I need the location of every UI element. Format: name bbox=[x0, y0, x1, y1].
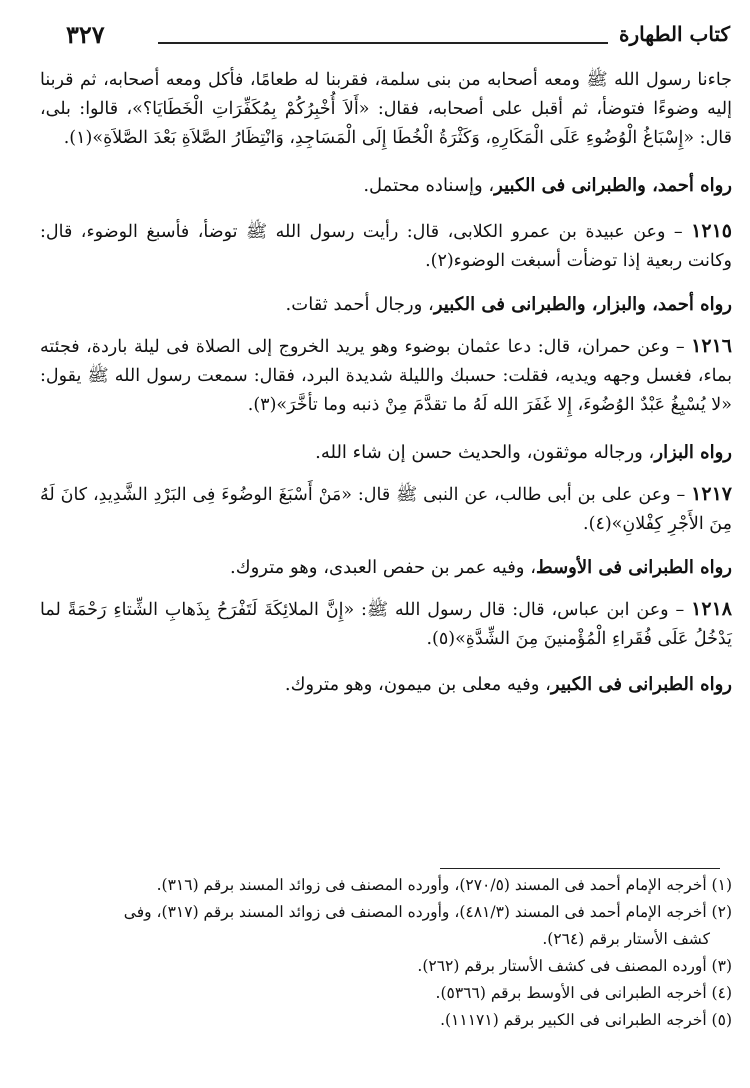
attribution bbox=[40, 670, 732, 700]
hadith-text: – وعن ابن عباس، قال: قال رسول الله ﷺ: «إِنَّ الملائِكَةَ لَتَفْرَحُ بِذَهابِ الشِّتاءِ رَحْمَةً لما يَدْخُلُ عَلَى فُقَراءِ الْمُؤْمنينَ مِنَ الشِّدَّةِ»(٥). bbox=[40, 600, 732, 649]
book-title: كتاب الطهارة bbox=[619, 22, 730, 46]
attribution-source: رواه أحمد، والطبرانى فى الكبير bbox=[494, 175, 732, 196]
attribution-source: رواه الطبرانى فى الكبير bbox=[550, 674, 732, 695]
attribution bbox=[40, 290, 732, 320]
main-text bbox=[40, 62, 732, 700]
page-number: ٣٢٧ bbox=[66, 20, 105, 49]
attribution-source: رواه الطبرانى فى الأوسط bbox=[536, 557, 732, 578]
hadith-text: – وعن حمران، قال: دعا عثمان بوضوء وهو يريد الخروج إلى الصلاة فى ليلة باردة، فجئته بماء، فغسل وجهه ويديه، فقلت: حسبك والليلة شديدة البرد، فقال: سمعت رسول الله ﷺ يقول: «لا يُسْبِغُ عَبْدٌ الوُضُوءَ، إِلا غَفَرَ الله لَهُ ما تقدَّمَ مِنْ ذنبه وما تأخَّرَ»(٣). bbox=[40, 337, 732, 415]
hadith-paragraph bbox=[40, 66, 732, 153]
attribution-source: رواه البزار bbox=[654, 442, 732, 463]
attribution bbox=[40, 171, 732, 201]
footnote: (١) أخرجه الإمام أحمد فى المسند (٢٧٠/٥)، وأورده المصنف فى زوائد المسند برقم (٣١٦). bbox=[156, 876, 732, 894]
hadith-paragraph bbox=[40, 217, 732, 276]
hadith-text: جاءنا رسول الله ﷺ ومعه أصحابه من بنى سلمة، فقربنا له طعامًا، فأكل ومعه أصحابه، ثم قربنا إليه وضوءًا فتوضأ، ثم أقبل على أصحابه، فقال: «أَلاَ أُخْبِرُكُمْ بِمُكَفِّرَاتِ الْخَطَايَا؟»، قالوا: بلى، قال: «إِسْبَاغُ الْوُضُوءِ عَلَى الْمَكَارِهِ، وَكَثْرَةُ الْخُطَا إِلَى الْمَسَاجِدِ، وَانْتِظَارُ الصَّلاَةِ بَعْدَ الصَّلاَةِ»(١). bbox=[40, 70, 732, 148]
attribution-comment: ، وإسناده محتمل. bbox=[363, 175, 495, 196]
hadith-number: ١٢١٨ bbox=[691, 598, 732, 620]
hadith-paragraph bbox=[40, 332, 732, 420]
footnote: (٤) أخرجه الطبرانى فى الأوسط برقم (٥٣٦٦). bbox=[435, 984, 732, 1002]
attribution-source: رواه أحمد، والبزار، والطبرانى فى الكبير bbox=[433, 294, 732, 315]
hadith-paragraph bbox=[40, 595, 732, 654]
hadith-number: ١٢١٧ bbox=[691, 483, 732, 505]
running-header bbox=[66, 22, 730, 56]
footnotes-divider bbox=[440, 868, 720, 869]
hadith-number: ١٢١٥ bbox=[691, 220, 732, 242]
footnote: (٢) أخرجه الإمام أحمد فى المسند (٤٨١/٣)، وأورده المصنف فى زوائد المسند برقم (٣١٧)، وفى bbox=[123, 903, 732, 921]
attribution-comment: ، وفيه معلى بن ميمون، وهو متروك. bbox=[284, 674, 551, 695]
hadith-text: – وعن على بن أبى طالب، عن النبى ﷺ قال: «مَنْ أَسْبَغَ الوضُوءَ فِى البَرْدِ الشَّدِيدِ، كانَ لَهُ مِنَ الأَجْرِ كِفْلانِ»(٤). bbox=[40, 485, 732, 534]
attribution bbox=[40, 553, 732, 583]
footnote: (٥) أخرجه الطبرانى فى الكبير برقم (١١١٧١). bbox=[440, 1011, 732, 1029]
hadith-paragraph bbox=[40, 480, 732, 539]
attribution-comment: ، وفيه عمر بن حفص العبدى، وهو متروك. bbox=[230, 557, 537, 578]
hadith-text: – وعن عبيدة بن عمرو الكلابى، قال: رأيت رسول الله ﷺ توضأ، فأسبغ الوضوء، قال: وكانت ربعية إذا توضأت أسبغت الوضوء(٢). bbox=[40, 222, 732, 271]
footnote-continuation: كشف الأستار برقم (٢٦٤). bbox=[542, 930, 710, 948]
attribution-comment: ، ورجال أحمد ثقات. bbox=[285, 294, 434, 315]
footnote: (٣) أورده المصنف فى كشف الأستار برقم (٢٦٢). bbox=[417, 957, 732, 975]
attribution-comment: ، ورجاله موثقون، والحديث حسن إن شاء الله. bbox=[315, 442, 655, 463]
attribution bbox=[40, 438, 732, 468]
footnotes bbox=[40, 872, 732, 1034]
hadith-number: ١٢١٦ bbox=[691, 335, 732, 357]
header-rule bbox=[158, 42, 608, 44]
